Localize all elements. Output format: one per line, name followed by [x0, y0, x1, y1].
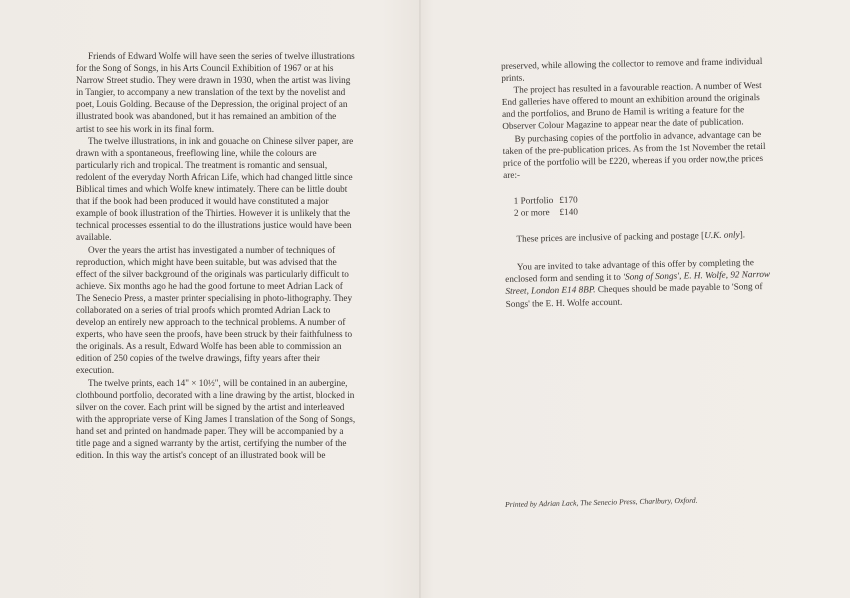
printer-credit: Printed by Adrian Lack, The Senecio Press, Charlbury, Oxford. — [505, 495, 698, 509]
left-paragraph-2: The twelve illustrations, in ink and gouache on Chinese silver paper, are drawn with a spontaneous, freeflowing line, while the colours are particularly rich and tropical. The treatment is romantic and sensual, redolent of the everyday North African Life, which had changed little since Biblical times and which Wolfe knew intimately. There can be little doubt that if the book had been produced it would have constituted a major example of book illustration of the Thirties. However it is unlikely that the technical processes essential to do the illustrations justice would have been available. — [76, 135, 354, 243]
left-paragraph-1: Friends of Edward Wolfe will have seen the series of twelve illustrations for the Song of Songs, in his Arts Council Exhibition of 1967 or at his Narrow Street studio. They were drawn in 1930, when the artist was living in Tangier, to accompany a new translation of the text by the novelist and poet, Louis Golding. Because of the Depression, the original project of an illustrated book was abandoned, but it has remained an ambition of the artist to see his work in its final form. — [76, 51, 355, 134]
page-fold — [419, 0, 421, 598]
prices-note-italic: U.K. only — [704, 229, 740, 241]
left-paragraph-3: Over the years the artist has investigated a number of techniques of reproduction, which might have been suitable, but was advised that the effect of the silver background of the originals was particularly difficult to achieve. Six months ago he had the good fortune to meet Adrian Lack of The Senecio Press, a master printer specialising in photo-lithography. They collaborated on a series of trial proofs which promted Adrian Lack to develop an entirely new approach to the technical problems. A number of experts, who have seen the proofs, have been struck by their faithfulness to the originals. As a result, Edward Wolfe has been able to commission an edition of 250 copies of the twelve drawings, fifty years after their execution. — [76, 244, 353, 376]
left-page — [76, 50, 356, 461]
invite-prefix: You are invited to take advantage of this offer by completing the enclosed form and sending it to — [505, 257, 754, 285]
invite-address: 'Song of Songs', E. H. Wolfe, 92 Narrow Street, London E14 8BP. — [505, 269, 771, 297]
price-label: 2 or more — [513, 207, 550, 218]
price-row — [514, 205, 584, 218]
price-value: £170 — [559, 194, 578, 205]
right-paragraph-2: The project has resulted in a favourable reaction. A number of West End galleries have offered to mount an exhibition around the originals and the portfolios, and Bruno de Hamil is writing a feature for the Observer Colour Magazine to appear near the date of publication. — [501, 80, 762, 132]
invite-suffix: Cheques should be made payable to 'Song of Songs' the E. H. Wolfe account. — [505, 281, 763, 309]
right-continuation: preserved, while allowing the collector to remove and frame individual prints. — [501, 55, 763, 84]
prices-note-suffix: ]. — [739, 229, 746, 240]
right-paragraph-3: By purchasing copies of the portfolio in advance, advantage can be taken of the pre-publication prices. As from the 1st November the retail price of the portfolio will be £220, whereas if you order now,the prices are:- — [502, 128, 766, 180]
price-label: 1 Portfolio — [513, 194, 554, 206]
price-list — [514, 193, 584, 219]
left-paragraph-4: The twelve prints, each 14" × 10½", will be contained in an aubergine, clothbound portfolio, decorated with a line drawing by the artist, blocked in silver on the cover. Each print will be signed by the artist and interleaved with the appropriate verse of King James I translation of the Song of Songs, hand set and printed on handmade paper. They will be accompanied by a title page and a signed warranty by the artist, certifying the number of the edition. In this way the artist's concept of an illustrated book will be — [76, 377, 356, 461]
price-value: £140 — [559, 206, 578, 217]
prices-note-prefix: These prices are inclusive of packing and postage [ — [516, 230, 705, 244]
invitation-paragraph — [505, 256, 776, 310]
right-page — [501, 55, 776, 310]
prices-note — [504, 228, 774, 245]
